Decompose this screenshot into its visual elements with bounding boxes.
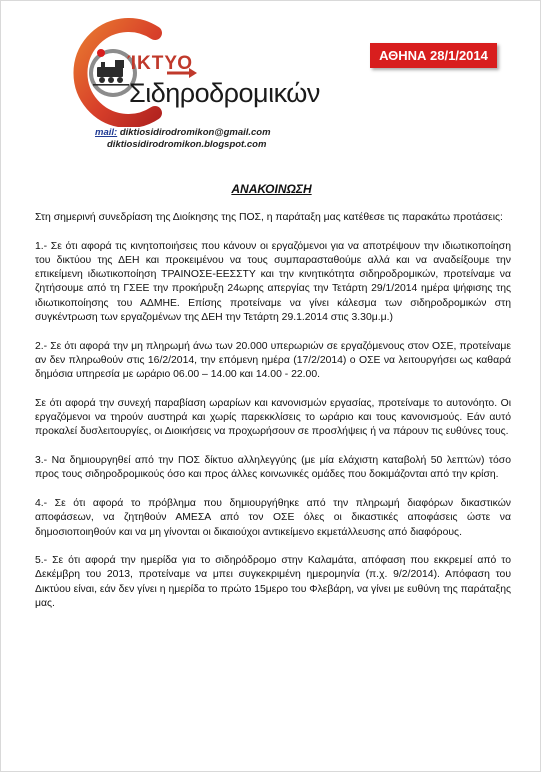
paragraph-2b: Σε ότι αφορά την συνεχή παραβίαση ωραρίων και κανονισμών εργασίας, προτείναμε το αυτονόητο. Οι εργαζόμενοι να τηρούν αυστηρά και χωρίς παρεκκλίσεις το ωράριο και τους κανονισμούς. Εάν αυτό προκαλεί δυσλειτουργίες, οι Διοικήσεις να προχωρήσουν σε προσλήψεις ή να πάρουν τις ευθύνες τους. [35,397,511,438]
logo-ring-icon [57,15,357,127]
paragraph-5: 5.- Σε ότι αφορά την ημερίδα για το σιδηρόδρομο στην Καλαμάτα, απόφαση που εκκρεμεί από το Δεκέμβρη του 2013, προτείναμε να μπει συγκεκριμένη ημερομηνία (π.χ. 9/2/2014). Απόφαση του Δικτύου είναι, εάν δεν γίνει η ημερίδα το πρώτο 15μερο του Φλεβάρη, να γίνει με ευθύνη της παράταξης μας. [35,555,511,610]
blog-address[interactable]: diktiosidirodromikon.blogspot.com [107,139,267,150]
email-address[interactable]: diktiosidirodromikon@gmail.com [119,127,271,138]
mail-label: mail: [95,127,118,138]
paragraph-3: 3.- Να δημιουργηθεί από την ΠΟΣ δίκτυο αλληλεγγύης (με μία ελάχιστη καταβολή 50 λεπτών) τόσο προς τους σιδηροδρομικούς όσο και προς άλλες κοινωνικές ομάδες που δοκιμάζονται από την κρίση. [35,455,511,481]
date-badge: ΑΘΗΝΑ 28/1/2014 [370,43,497,68]
contact-info [95,127,271,151]
paragraph-2: 2.- Σε ότι αφορά την μη πληρωμή άνω των 20.000 υπερωριών σε εργαζόμενους στον ΟΣΕ, προτείναμε αν δεν πληρωθούν στις 16/2/2014, την επόμενη ημέρα (17/2/2014) ο ΟΣΕ να λειτουργήσει ως καθαρά δημόσια υπηρεσία με ωράριο 06.00 – 14.00 και 14.00 - 22.00. [35,340,511,381]
paragraph-1: 1.- Σε ότι αφορά τις κινητοποιήσεις που κάνουν οι εργαζόμενοι για να αποτρέψουν την ιδιωτικοποίηση του δικτύου της ΔΕΗ και προκειμένου να τους συμπαρασταθούμε αλλά και να αναδείξουμε την επικείμενη ιδιωτικοποίηση ΤΡΑΙΝΟΣΕ-ΕΕΣΣΤΥ και την κινητικότητα σιδηροδρομικών, προτείναμε να ζητήσουμε από τη ΓΣΕΕ την προκήρυξη 24ωρης απεργίας την Τετάρτη 29/1/2014 ημέρα ψήφισης της ιδιωτικοποίησης του ΑΔΜΗΕ. Επίσης προτείναμε να γίνει κάλεσμα των σιδηροδρομικών στη συγκέντρωση των εργαζομένων της ΔΕΗ την Τετάρτη 29.1.2014 στις 3.30μ.μ.) [35,240,511,324]
logo [57,15,357,127]
document-title: ΑΝΑΚΟΙΝΩΣΗ [231,182,312,196]
paragraph-4: 4.- Σε ότι αφορά το πρόβλημα που δημιουργήθηκε από την πληρωμή διαφόρων δικαστικών αποφάσεων, να ζητηθούν ΑΜΕΣΑ από τον ΟΣΕ όλες οι δικαστικές αποφάσεις ώστε να δημοσιοποιηθούν και να μη γίνονται οι δικαιούχοι αντικείμενο εκμετάλλευσης από διαφόρους. [35,497,511,538]
logo-word-sidirodromikon: Σιδηροδρομικών [129,78,320,108]
logo-word-diktyo: ΊΚΤΥΟ [127,53,194,74]
paragraph-intro: Στη σημερινή συνεδρίαση της Διοίκησης της ΠΟΣ, η παράταξη μας κατέθεσε τις παρακάτω προτάσεις: [35,212,503,223]
document-body [35,211,511,626]
